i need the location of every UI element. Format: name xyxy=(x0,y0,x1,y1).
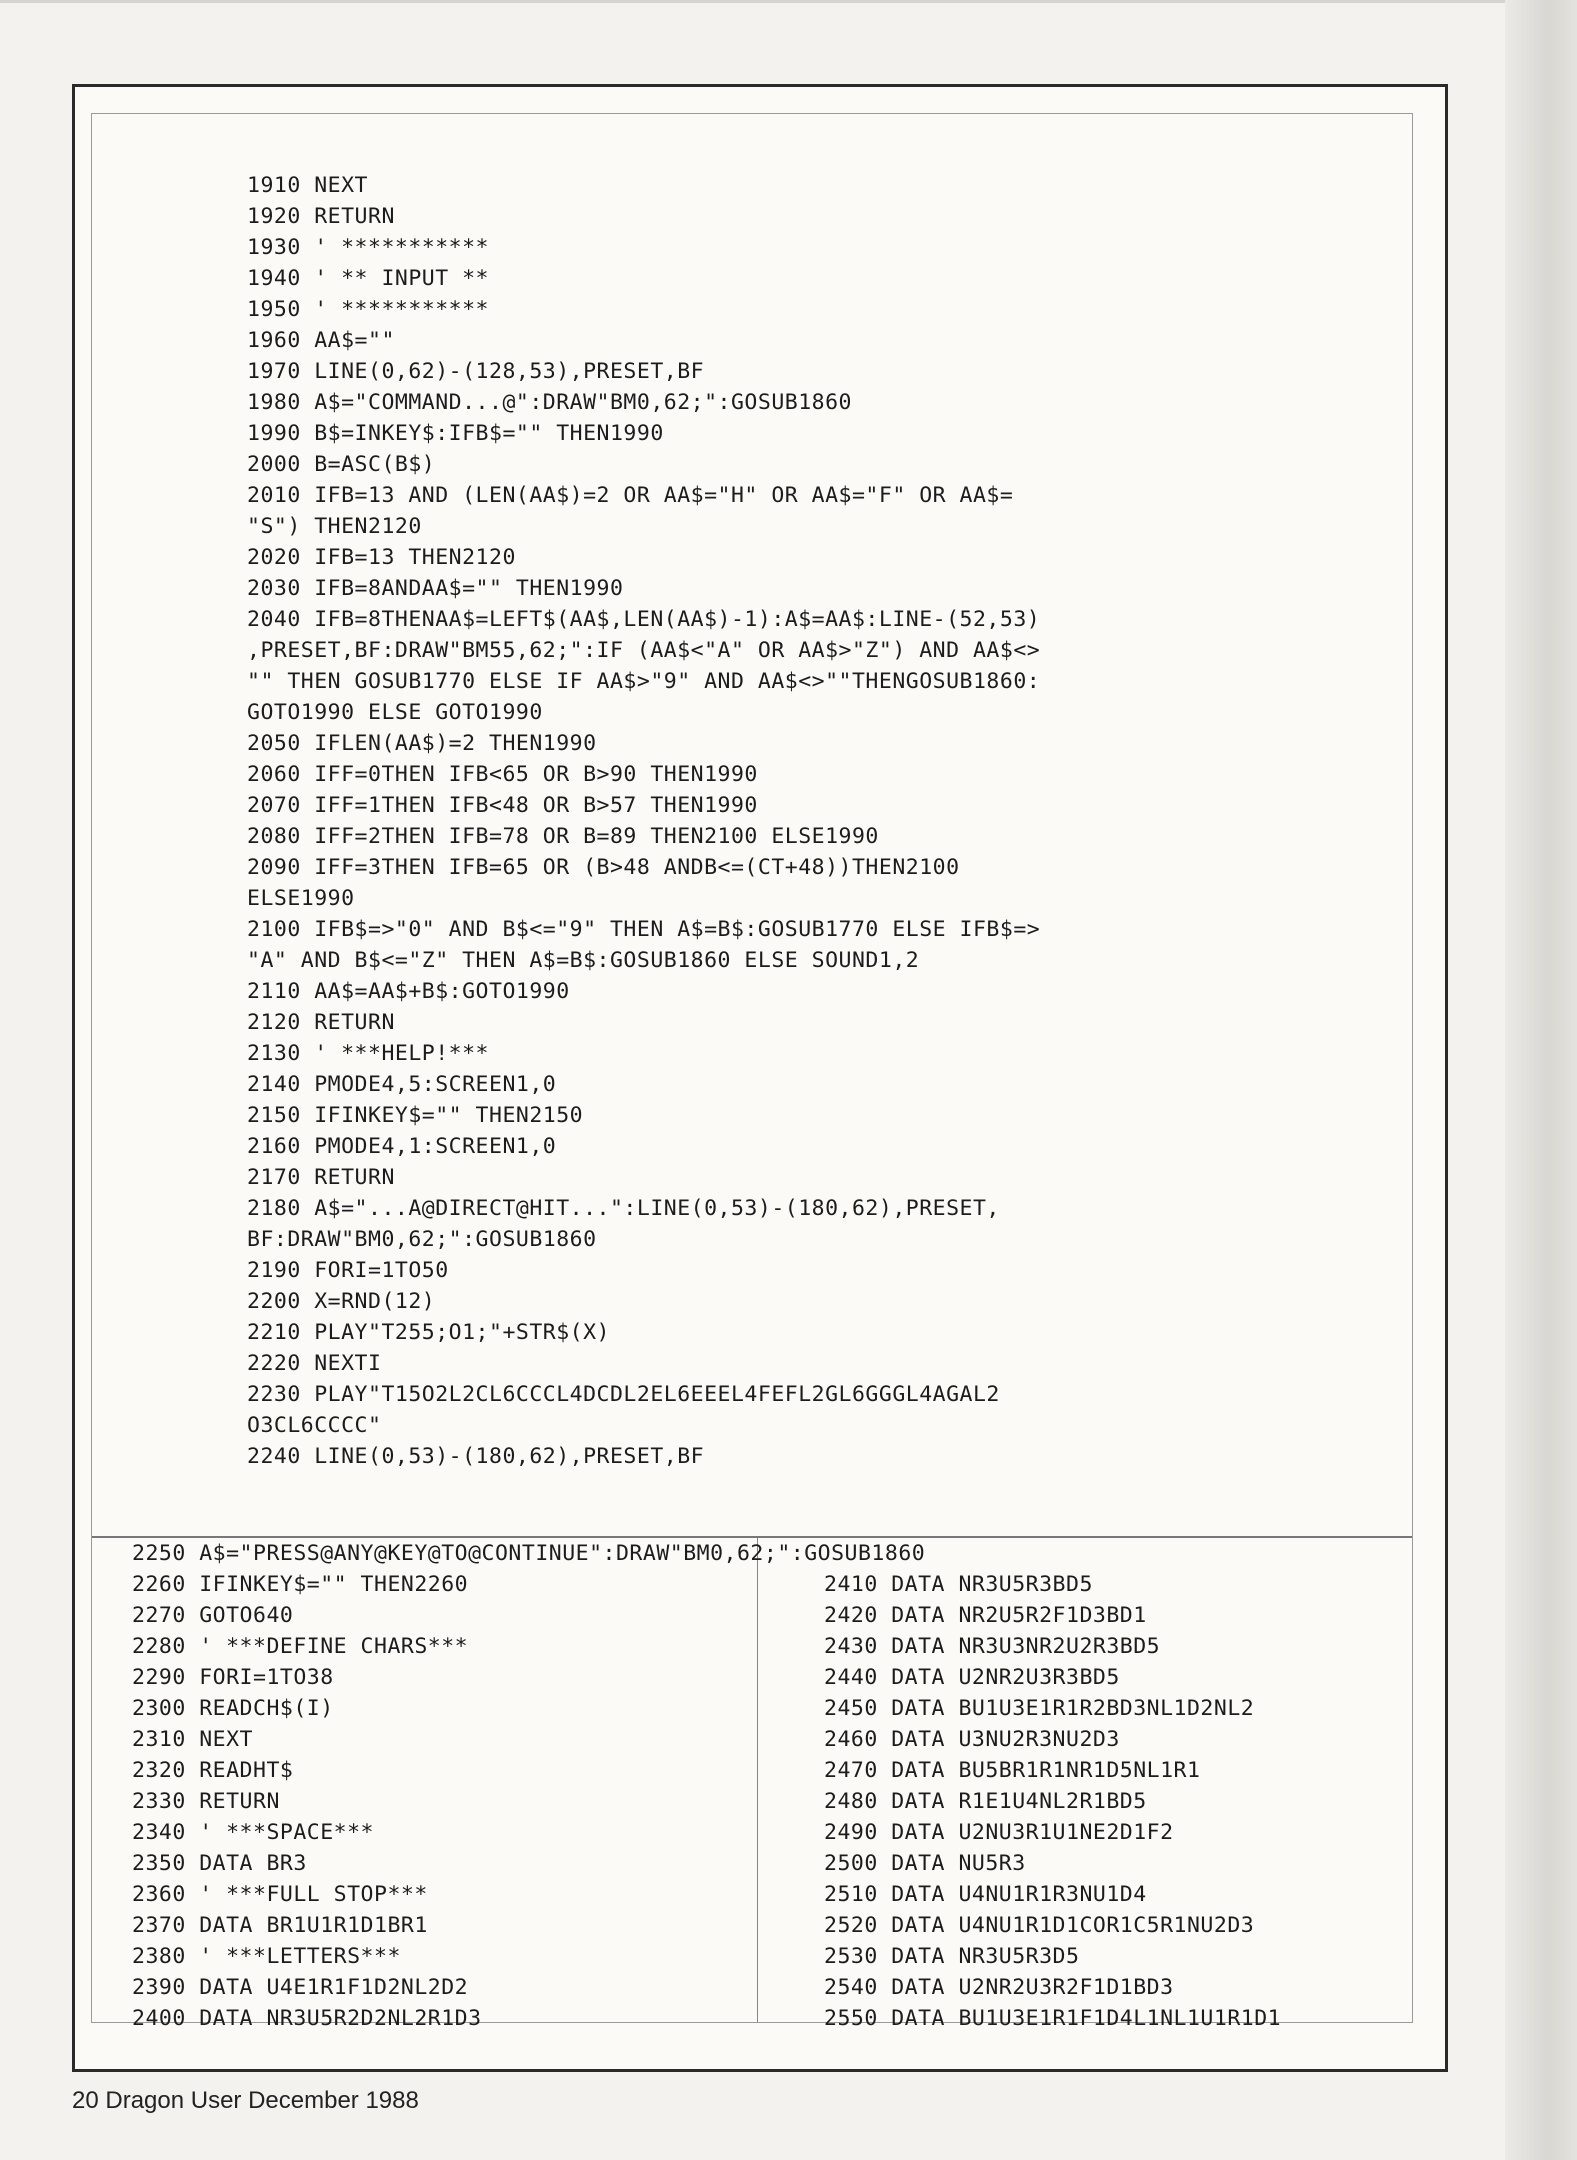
code-line: 2120 RETURN xyxy=(247,1010,395,1035)
code-line: 1910 NEXT xyxy=(247,173,368,198)
code-line: 2090 IFF=3THEN IFB=65 OR (B>48 ANDB<=(CT+48))THEN2100 xyxy=(247,855,960,880)
code-line: 2350 DATA BR3 xyxy=(132,1851,307,1876)
code-line: 2080 IFF=2THEN IFB=78 OR B=89 THEN2100 ELSE1990 xyxy=(247,824,879,849)
code-line: 1990 B$=INKEY$:IFB$="" THEN1990 xyxy=(247,421,664,446)
code-line: 2490 DATA U2NU3R1U1NE2D1F2 xyxy=(824,1820,1174,1845)
code-line: 2480 DATA R1E1U4NL2R1BD5 xyxy=(824,1789,1147,1814)
code-line: 2290 FORI=1TO38 xyxy=(132,1665,334,1690)
page-top-edge xyxy=(0,0,1577,3)
code-line: 2340 ' ***SPACE*** xyxy=(132,1820,374,1845)
code-line: 2410 DATA NR3U5R3BD5 xyxy=(824,1572,1093,1597)
code-line: 2550 DATA BU1U3E1R1F1D4L1NL1U1R1D1 xyxy=(824,2006,1282,2031)
code-line: 2360 ' ***FULL STOP*** xyxy=(132,1882,428,1907)
code-line: 2460 DATA U3NU2R3NU2D3 xyxy=(824,1727,1120,1752)
code-line: 2220 NEXTI xyxy=(247,1351,382,1376)
code-line: 2010 IFB=13 AND (LEN(AA$)=2 OR AA$="H" OR AA$="F" OR AA$= xyxy=(247,483,1014,508)
code-line: 2170 RETURN xyxy=(247,1165,395,1190)
code-line: 2500 DATA NU5R3 xyxy=(824,1851,1026,1876)
listing-left-column xyxy=(132,1538,925,2034)
code-line: 2000 B=ASC(B$) xyxy=(247,452,436,477)
code-line: 2240 LINE(0,53)-(180,62),PRESET,BF xyxy=(247,1444,705,1469)
code-line: 2320 READHT$ xyxy=(132,1758,294,1783)
code-line: 2160 PMODE4,1:SCREEN1,0 xyxy=(247,1134,557,1159)
code-line: ,PRESET,BF:DRAW"BM55,62;":IF (AA$<"A" OR AA$>"Z") AND AA$<> xyxy=(247,638,1041,663)
code-line: "A" AND B$<="Z" THEN A$=B$:GOSUB1860 ELSE SOUND1,2 xyxy=(247,948,920,973)
page-gutter-shadow xyxy=(1505,0,1577,2160)
code-line: GOTO1990 ELSE GOTO1990 xyxy=(247,700,543,725)
code-line: O3CL6CCCC" xyxy=(247,1413,382,1438)
code-line: 2260 IFINKEY$="" THEN2260 xyxy=(132,1572,469,1597)
code-line: 2520 DATA U4NU1R1D1COR1C5R1NU2D3 xyxy=(824,1913,1255,1938)
code-line: 1970 LINE(0,62)-(128,53),PRESET,BF xyxy=(247,359,705,384)
code-line: 2470 DATA BU5BR1R1NR1D5NL1R1 xyxy=(824,1758,1201,1783)
code-line: "" THEN GOSUB1770 ELSE IF AA$>"9" AND AA$<>""THENGOSUB1860: xyxy=(247,669,1041,694)
code-line: 2110 AA$=AA$+B$:GOTO1990 xyxy=(247,979,570,1004)
code-line: 2450 DATA BU1U3E1R1R2BD3NL1D2NL2 xyxy=(824,1696,1255,1721)
code-line: 2200 X=RND(12) xyxy=(247,1289,436,1314)
code-line: 2250 A$="PRESS@ANY@KEY@TO@CONTINUE":DRAW"BM0,62;":GOSUB1860 xyxy=(132,1541,926,1566)
code-line: 1980 A$="COMMAND...@":DRAW"BM0,62;":GOSUB1860 xyxy=(247,390,852,415)
code-line: 2370 DATA BR1U1R1D1BR1 xyxy=(132,1913,428,1938)
code-line: 2040 IFB=8THENAA$=LEFT$(AA$,LEN(AA$)-1):A$=AA$:LINE-(52,53) xyxy=(247,607,1041,632)
code-line: 2330 RETURN xyxy=(132,1789,280,1814)
code-line: 2510 DATA U4NU1R1R3NU1D4 xyxy=(824,1882,1147,1907)
code-line: 2050 IFLEN(AA$)=2 THEN1990 xyxy=(247,731,597,756)
code-line: 1950 ' *********** xyxy=(247,297,489,322)
code-line: 1920 RETURN xyxy=(247,204,395,229)
code-line: 2070 IFF=1THEN IFB<48 OR B>57 THEN1990 xyxy=(247,793,758,818)
code-line: 2030 IFB=8ANDAA$="" THEN1990 xyxy=(247,576,624,601)
code-line: 1960 AA$="" xyxy=(247,328,395,353)
page-footer: 20 Dragon User December 1988 xyxy=(72,2087,419,2114)
listing-top-block xyxy=(247,170,1040,1472)
code-line: ELSE1990 xyxy=(247,886,355,911)
code-line: 2400 DATA NR3U5R2D2NL2R1D3 xyxy=(132,2006,482,2031)
listing-box xyxy=(91,113,1413,2031)
code-line: 2140 PMODE4,5:SCREEN1,0 xyxy=(247,1072,557,1097)
code-line: 1930 ' *********** xyxy=(247,235,489,260)
code-line: 2310 NEXT xyxy=(132,1727,253,1752)
listing-frame xyxy=(72,84,1448,2072)
code-line: 2540 DATA U2NR2U3R2F1D1BD3 xyxy=(824,1975,1174,2000)
code-line: 2020 IFB=13 THEN2120 xyxy=(247,545,516,570)
code-line: 2130 ' ***HELP!*** xyxy=(247,1041,489,1066)
code-line: 2530 DATA NR3U5R3D5 xyxy=(824,1944,1080,1969)
code-line: 2190 FORI=1TO50 xyxy=(247,1258,449,1283)
code-line: 2430 DATA NR3U3NR2U2R3BD5 xyxy=(824,1634,1161,1659)
code-line: 2270 GOTO640 xyxy=(132,1603,294,1628)
code-line: "S") THEN2120 xyxy=(247,514,422,539)
code-line: 2060 IFF=0THEN IFB<65 OR B>90 THEN1990 xyxy=(247,762,758,787)
listing-right-column xyxy=(824,1569,1281,2034)
code-line: BF:DRAW"BM0,62;":GOSUB1860 xyxy=(247,1227,597,1252)
code-line: 2300 READCH$(I) xyxy=(132,1696,334,1721)
code-line: 2420 DATA NR2U5R2F1D3BD1 xyxy=(824,1603,1147,1628)
code-line: 2280 ' ***DEFINE CHARS*** xyxy=(132,1634,469,1659)
code-line: 2380 ' ***LETTERS*** xyxy=(132,1944,401,1969)
code-line: 2230 PLAY"T15O2L2CL6CCCL4DCDL2EL6EEEL4FEFL2GL6GGGL4AGAL2 xyxy=(247,1382,1000,1407)
code-line: 2440 DATA U2NR2U3R3BD5 xyxy=(824,1665,1120,1690)
code-line: 2210 PLAY"T255;O1;"+STR$(X) xyxy=(247,1320,610,1345)
code-line: 2390 DATA U4E1R1F1D2NL2D2 xyxy=(132,1975,469,2000)
code-line: 2180 A$="...A@DIRECT@HIT...":LINE(0,53)-(180,62),PRESET, xyxy=(247,1196,1000,1221)
code-line: 2150 IFINKEY$="" THEN2150 xyxy=(247,1103,584,1128)
code-line: 1940 ' ** INPUT ** xyxy=(247,266,489,291)
code-line: 2100 IFB$=>"0" AND B$<="9" THEN A$=B$:GOSUB1770 ELSE IFB$=> xyxy=(247,917,1041,942)
